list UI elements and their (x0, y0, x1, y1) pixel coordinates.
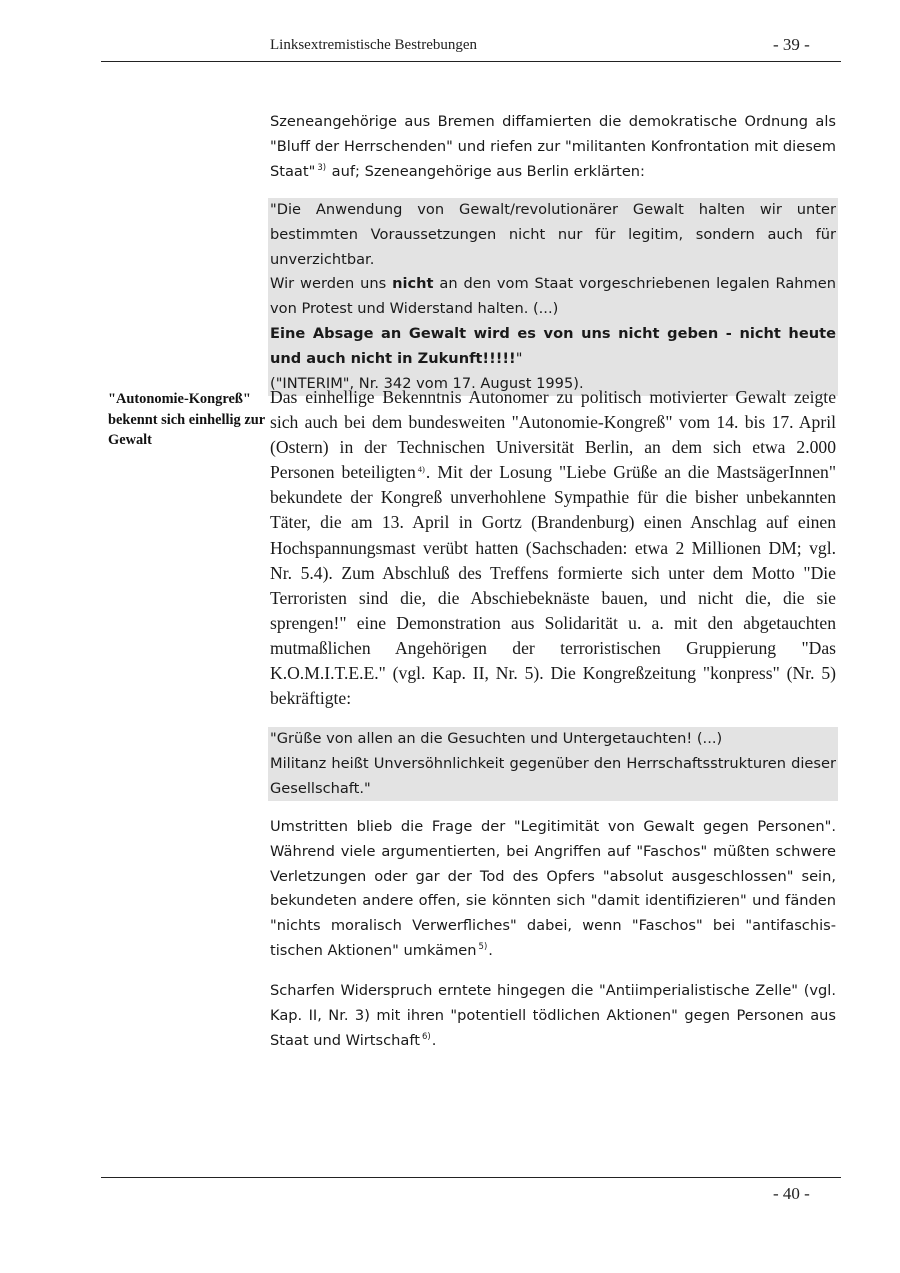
paragraph-antiimperialistische-zelle (270, 979, 836, 1053)
page-header (0, 0, 900, 64)
quote-line: "Die Anwendung von Gewalt/revolutionärer Gewalt halten wir unter bestimmten Voraussetzungen nicht nur für legitim, sondern auch für unverzichtbar. (270, 201, 836, 268)
paragraph-text: Das einhellige Bekenntnis Autonomer zu politisch motivierter Gewalt zeigte sich auch bei dem bundesweiten "Autonomie-Kongreß" vom 14. bis 17. April (Ostern) in der Technischen Universität Berlin, an dem sich etwa 2.000 Personen beteiligten (270, 387, 836, 483)
header-title: Linksextremistische Bestrebungen (270, 37, 478, 53)
paragraph-autonomie-kongress (270, 385, 836, 711)
footnote-ref: 6) (421, 1031, 431, 1042)
quote-closing-mark: " (515, 349, 523, 367)
footer-rule (101, 1177, 841, 1178)
paragraph-tail: . Mit der Losung "Liebe Grüße an die MastsägerInnen" bekundete der Kongreß unverhohlene Sympathie für die bisher unbekannten Täter, die am 13. April in Gortz (Brandenburg) einen Anschlag auf einen Hochspannungsmast verübt hatten (Sachschaden: etwa 2 Millionen DM; vgl. Nr. 5.4). Zum Abschluß des Treffens formierte sich unter dem Motto "Die Terroristen sind die, die Abschiebeknäste bauen, und nicht die, die sie sprengen!" eine Demonstration aus Solidarität u. a. mit den abgetauchten mutmaßlichen Angehörigen der terroristischen Gruppierung "Das K.O.M.I.T.E.E." (vgl. Kap. II, Nr. 5). Die Kongreßzeitung "konpress" (Nr. 5) bekräftigte: (270, 462, 837, 709)
paragraph-text: Szeneangehörige aus Bremen diffamierten die demokratische Ordnung als "Bluff der Herrschenden" und riefen zur "militanten Konfrontation mit diesem Staat" (270, 113, 836, 180)
quote-line: "Grüße von allen an die Gesuchten und Untergetauchten! (...) (270, 730, 723, 747)
quote-bold-statement: Eine Absage an Gewalt wird es von uns nicht geben - nicht heute und auch nicht in Zukunft!!!!! (270, 324, 836, 367)
paragraph-tail: . (488, 941, 493, 959)
paragraph-legitimitaet (270, 815, 836, 964)
footer-page-number: - 40 - (773, 1184, 810, 1203)
quote-line: Militanz heißt Unversöhnlichkeit gegenüber den Herrschaftsstrukturen dieser Gesellschaft." (270, 754, 836, 797)
footnote-ref: 4) (417, 464, 425, 475)
paragraph-text: Scharfen Widerspruch erntete hingegen die "Antiimperialistische Zelle" (vgl. Kap. II, Nr. 3) mit ihren "potentiell tödlichen Aktionen" gegen Personen aus Staat und Wirtschaft (270, 982, 836, 1049)
paragraph-tail: . (431, 1031, 437, 1049)
paragraph-bremen (270, 110, 836, 184)
header-rule (101, 61, 841, 62)
quote-line-pre: Wir werden uns (270, 275, 393, 293)
quote-emphasis: nicht (392, 275, 434, 293)
margin-note: "Autonomie-Kongreß" bekennt sich einhellig zur Gewalt (108, 391, 265, 448)
paragraph-tail: auf; Szeneangehörige aus Berlin erklärten: (327, 162, 645, 180)
quote-konpress (268, 727, 838, 801)
quote-line-post: an den vom Staat vorgeschriebenen legalen Rahmen von Protest und Widerstand halten. (...) (270, 275, 836, 318)
footnote-ref: 3) (317, 162, 327, 173)
quote-source: ("INTERIM", Nr. 342 vom 17. August 1995). (270, 374, 584, 392)
paragraph-text: Umstritten blieb die Frage der "Legitimität von Gewalt gegen Personen". Während viele argumentierten, bei Angriffen auf "Faschos" müßten schwere Verletzungen oder gar der Tod des Opfers "absolut ausgeschlossen" sein, bekundeten andere offen, sie könnten sich "damit identifizieren" und fänden "nichts moralisch Verwerfliches" dabei, wenn "Faschos" bei "antifaschis-tischen Aktionen" umkämen (270, 818, 836, 959)
header-page-number: - 39 - (773, 35, 810, 54)
footnote-ref: 5) (478, 941, 488, 952)
quote-interim (268, 198, 838, 396)
